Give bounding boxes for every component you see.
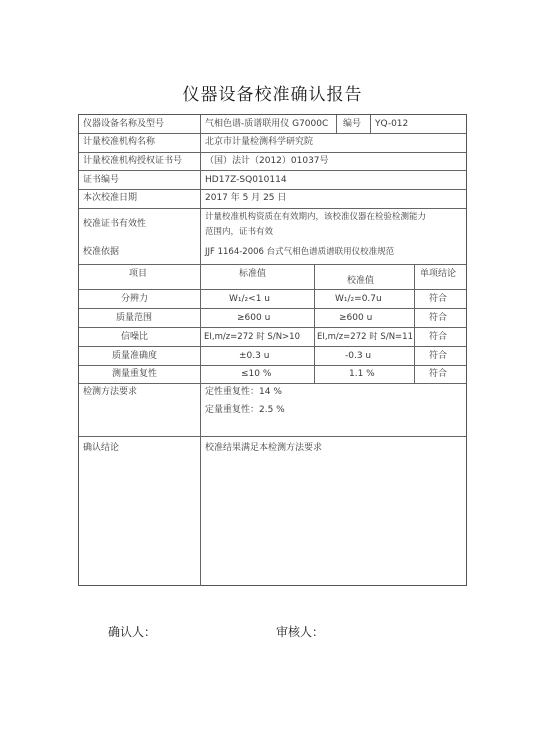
report-table <box>78 114 467 586</box>
number-value: YQ-012 <box>375 119 409 129</box>
header-standard: 标准值 <box>239 269 267 279</box>
table-cell-conclusion: 符合 <box>429 294 448 304</box>
basis-label: 校准依据 <box>83 247 120 257</box>
header-conclusion: 单项结论 <box>420 269 457 279</box>
row-divider <box>79 189 466 190</box>
table-cell-standard: ≤10 % <box>241 369 272 379</box>
instrument-value: 气相色谱-质谱联用仪 G7000C <box>205 119 329 129</box>
page-title: 仪器设备校准确认报告 <box>182 85 363 105</box>
col-divider <box>200 264 201 383</box>
method-line-2: 定量重复性：2.5 % <box>205 405 285 415</box>
row-divider <box>79 133 466 134</box>
row-divider <box>79 383 466 384</box>
header-item: 项目 <box>129 269 148 279</box>
table-cell-conclusion: 符合 <box>429 369 448 379</box>
table-cell-calibrated: W₁/₂=0.7u <box>335 294 382 304</box>
table-cell-standard: EI,m/z=272 时 S/N>10 <box>204 332 300 342</box>
row-divider <box>79 208 466 209</box>
col-divider <box>200 383 201 586</box>
table-cell-item: 质量准确度 <box>112 351 158 361</box>
table-cell-calibrated: ≥600 u <box>339 313 373 323</box>
row-divider <box>79 308 466 309</box>
table-cell-item: 测量重复性 <box>112 369 158 379</box>
table-cell-standard: ≥600 u <box>237 313 271 323</box>
row-divider <box>79 264 466 265</box>
table-cell-item: 分辨力 <box>121 294 149 304</box>
col-divider <box>314 264 315 383</box>
row-divider <box>79 365 466 366</box>
cert-label: 证书编号 <box>83 175 120 185</box>
instrument-label: 仪器设备名称及型号 <box>83 119 165 129</box>
agency-label: 计量校准机构名称 <box>83 137 156 147</box>
table-cell-item: 信噪比 <box>121 332 149 342</box>
agency-value: 北京市计量检测科学研究院 <box>205 137 314 147</box>
table-cell-standard: ±0.3 u <box>239 351 270 361</box>
row-divider <box>79 289 466 290</box>
validity-line-2: 范围内，证书有效 <box>205 227 274 237</box>
row-divider <box>79 436 466 437</box>
date-label: 本次校准日期 <box>83 193 138 203</box>
method-line-1: 定性重复性：14 % <box>205 387 282 397</box>
col-divider <box>414 264 415 383</box>
table-cell-standard: W₁/₂<1 u <box>229 294 270 304</box>
row-divider <box>79 346 466 347</box>
reviewer-signature-label: 审核人： <box>276 625 325 639</box>
col-divider <box>200 115 201 264</box>
col-divider <box>370 115 371 133</box>
basis-value: JJF 1164-2006 台式气相色谱质谱联用仪校准规范 <box>205 247 395 257</box>
table-cell-calibrated: -0.3 u <box>345 351 372 361</box>
col-divider <box>336 115 337 133</box>
table-cell-calibrated: EI,m/z=272 时 S/N=11 <box>317 332 413 342</box>
table-cell-conclusion: 符合 <box>429 313 448 323</box>
cert-value: HD17Z-SQ010114 <box>205 175 287 185</box>
number-label: 编号 <box>343 119 362 129</box>
confirmer-signature-label: 确认人： <box>108 625 157 639</box>
row-divider <box>79 152 466 153</box>
table-cell-calibrated: 1.1 % <box>349 369 375 379</box>
confirm-label: 确认结论 <box>83 443 120 453</box>
validity-label: 校准证书有效性 <box>83 219 147 229</box>
confirm-value: 校准结果满足本检测方法要求 <box>205 443 323 453</box>
table-cell-conclusion: 符合 <box>429 351 448 361</box>
row-divider <box>79 327 466 328</box>
header-calibrated: 校准值 <box>347 276 375 286</box>
date-value: 2017 年 5 月 25 日 <box>205 193 287 203</box>
method-label: 检测方法要求 <box>83 387 138 397</box>
table-cell-conclusion: 符合 <box>429 332 448 342</box>
license-label: 计量校准机构授权证书号 <box>83 156 183 166</box>
license-value: （国）法计（2012）01037号 <box>205 156 329 166</box>
validity-line-1: 计量校准机构资质在有效期内，该校准仪器在检验检测能力 <box>205 212 427 222</box>
row-divider <box>79 170 466 171</box>
table-cell-item: 质量范围 <box>116 313 153 323</box>
